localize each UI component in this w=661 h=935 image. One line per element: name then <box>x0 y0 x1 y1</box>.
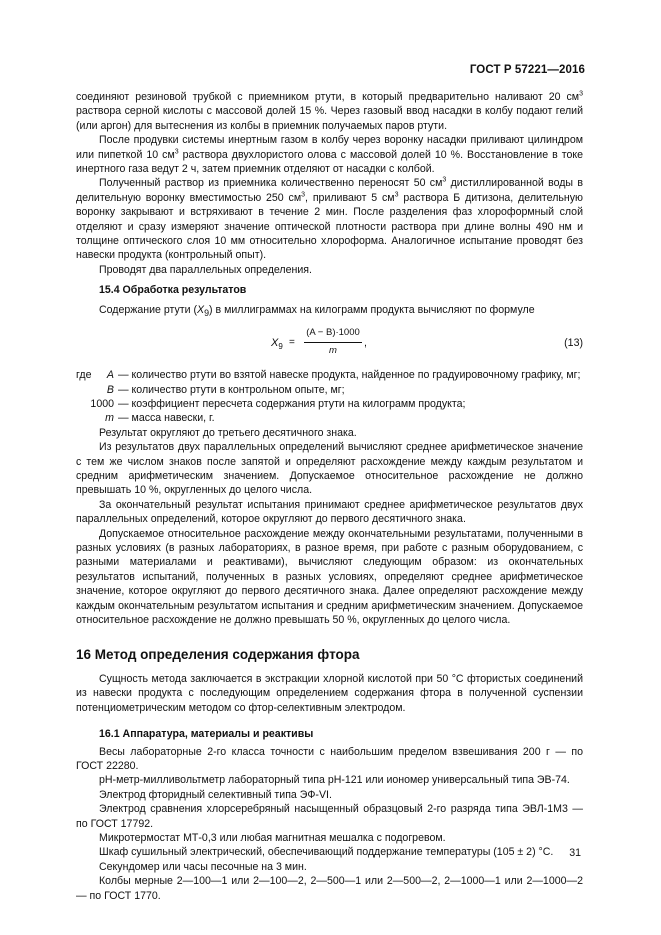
where-symbol: 1000 <box>90 398 114 411</box>
paragraph-receiver <box>76 90 583 133</box>
where-text: — количество ртути во взятой навеске продукта, найденное по градуировочному графику, мг; <box>118 369 581 382</box>
paragraph-final-result: За окончательный результат испытания принимают среднее арифметическое результатов двух параллельных определений, которое округляют до первого десятичного знака. <box>76 498 583 526</box>
where-text: — масса навески, г. <box>118 412 215 425</box>
formula-equals: = <box>289 337 295 349</box>
superscript: 3 <box>442 176 447 184</box>
list-item: Секундомер или часы песочные на 3 мин. <box>99 860 307 873</box>
paragraph-purge <box>76 133 583 176</box>
list-item: Весы лабораторные 2-го класса точности с наибольшим пределом взвешивания 200 г — по ГОСТ 22280. <box>76 745 583 772</box>
formula-number: (13) <box>564 337 583 350</box>
superscript: 3 <box>579 90 583 98</box>
list-item: Микротермостат МТ-0,3 или любая магнитная мешалка с подогревом. <box>99 831 446 844</box>
list-item: Колбы мерные 2—100—1 или 2—100—2, 2—500—1 или 2—500—2, 2—1000—1 или 2—1000—2 — по ГОСТ 1770. <box>76 875 583 902</box>
where-text: — количество ртути в контрольном опыте, мг; <box>118 383 345 396</box>
where-symbol: m <box>105 412 114 425</box>
standard-header: ГОСТ Р 57221—2016 <box>469 64 585 76</box>
paragraph-solution <box>76 176 583 262</box>
where-list <box>76 368 583 426</box>
superscript: 3 <box>301 191 306 199</box>
where-prefix <box>76 368 118 382</box>
section-heading-15-4: 15.4 Обработка результатов <box>99 284 247 297</box>
text: дистиллированной воды в делительную воронку вместимостью 250 см <box>76 177 584 204</box>
formula-13 <box>76 324 583 364</box>
paragraph-rounding: Результат округляют до третьего десятичного знака. <box>99 426 357 439</box>
list-item: Электрод сравнения хлорсеребряный насыщенный образцовый 2-го разряда типа ЭВЛ-1М3 — по ГОСТ 17792. <box>76 803 583 830</box>
formula-numerator: (A − B)·1000 <box>304 326 362 342</box>
page-number: 31 <box>569 847 581 859</box>
list-item: Шкаф сушильный электрический, обеспечивающий поддержание температуры (105 ± 2) °С. <box>99 846 554 859</box>
where-word: где <box>76 369 92 382</box>
formula-comma: , <box>364 337 367 350</box>
formula-fraction <box>304 326 362 358</box>
text: раствора Б дитизона, делительную воронку закрывают и встряхивают в течение 2 мин. После разделения фаз хлороформный слой отделяют и сразу измеряют значение оптической плотности раствора при длине волны 490 нм и толщине оптического слоя 10 мм относительно хлороформа. Аналогичное испытание проводят без навески продукта (контрольный опыт). <box>76 191 583 262</box>
superscript: 3 <box>394 191 399 199</box>
section-heading-16: 16 Метод определения содержания фтора <box>76 646 360 662</box>
text: Содержание ртути ( <box>99 303 198 316</box>
paragraph-parallel: Проводят два параллельных определения. <box>99 263 312 276</box>
text: Полученный раствор из приемника количественно переносят 50 см <box>99 177 443 190</box>
where-symbol: A <box>106 369 114 382</box>
paragraph-mean: Из результатов двух параллельных определений вычисляют среднее арифметическое значение с тем же числом знаков после запятой и определяют расхождение между каждым результатом и средним арифметическим значением. Допускаемое относительное расхождение не должно превышать 10 %, округленных до целого числа. <box>76 441 583 497</box>
text: раствора серной кислоты с массовой долей 15 %. Через газовый ввод насадки в колбу подают гелий (или аргон) для вытеснения из колбы в приемник получаемых паров ртути. <box>76 105 583 132</box>
text: соединяют резиновой трубкой с приемником ртути, в который предварительно наливают 20 см <box>76 91 580 103</box>
paragraph-method-essence: Сущность метода заключается в экстракции хлорной кислотой при 50 °С фтористых соединений из навески продукта с последующим определением содержания фтора в полученной суспензии потенциометрическим методом со фтор-селективным электродом. <box>76 672 583 714</box>
page-content <box>76 90 583 903</box>
formula-lhs <box>271 336 283 355</box>
formula-denominator: m <box>329 344 337 356</box>
list-item: Электрод фторидный селективный типа ЭФ-VI. <box>99 788 332 801</box>
formula-var: X <box>271 337 279 350</box>
text: , приливают 5 см <box>305 191 395 204</box>
paragraph-formula-intro <box>76 303 583 321</box>
formula-sub: 9 <box>278 342 283 352</box>
where-text: — коэффициент пересчета содержания ртути на килограмм продукта; <box>118 398 466 411</box>
subscript: 9 <box>204 307 210 318</box>
list-item: pH-метр-милливольтметр лабораторный типа pH-121 или иономер универсальный типа ЭВ-74. <box>99 774 570 787</box>
text: ) в миллиграммах на килограмм продукта вычисляют по формуле <box>209 303 535 316</box>
text: раствора двухлористого олова с массовой долей 10 %. Восстановление в токе инертного газа ведут 2 ч, затем приемник отделяют от насадки с колбой. <box>76 148 583 176</box>
text: После продувки системы инертным газом в колбу через воронку насадки приливают цилиндром или пипеткой 10 см <box>76 134 583 161</box>
paragraph-reproducibility: Допускаемое относительное расхождение между окончательными результатами, полученными в разных условиях (в разных лабораториях, в разное время, при работе с разным оборудованием, с разными материалами и реактивами), вычисляют следующим образом: из окончательных результатов испытаний, полученных в разных условиях, определяют среднее арифметическое значение, которое округляют до первого десятичного знака. Далее определяют расхождение между каждым окончательным результатом испытания и средним арифметическим значением. Допускаемое относительное расхождение не должно превышать 50 %, округленных до целого числа. <box>76 527 583 627</box>
section-heading-16-1: 16.1 Аппаратура, материалы и реактивы <box>99 728 314 741</box>
variable: X <box>197 303 205 316</box>
where-symbol: B <box>106 383 114 396</box>
superscript: 3 <box>174 148 179 156</box>
